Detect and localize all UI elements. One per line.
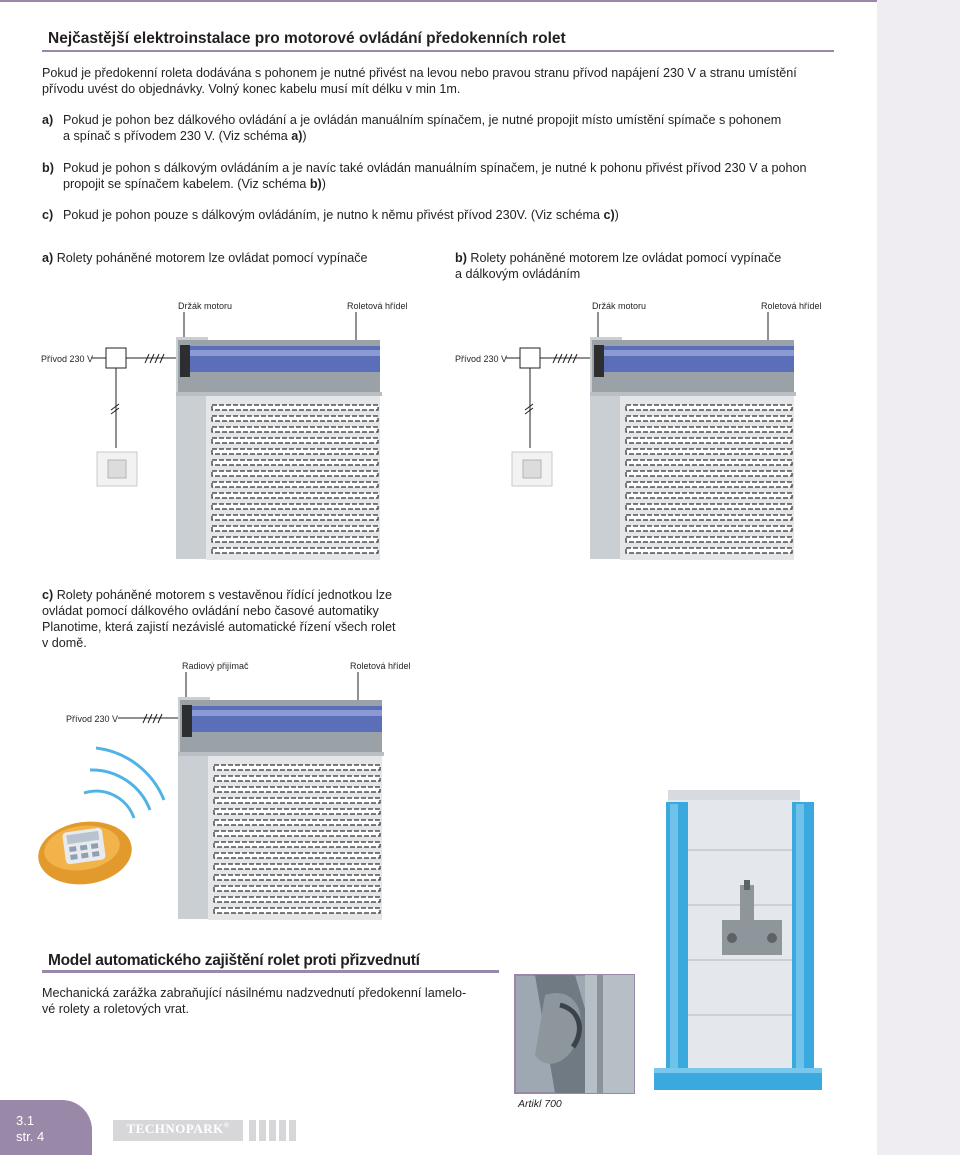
item-line-1: Pokud je pohon bez dálkového ovládání a je ovládán manuálním spínačem, je nutné propojit místo umístění spímače s pohonem (63, 113, 782, 127)
item-key: c) (42, 208, 54, 222)
shutter-slat (214, 831, 380, 836)
shutter-slat (214, 864, 380, 869)
label-roller-shaft: Roletová hřídel (761, 301, 822, 311)
logo-bar (289, 1120, 296, 1141)
item-tail: ) (321, 177, 326, 191)
item-ref: c) (603, 208, 615, 222)
shutter-slat (214, 798, 380, 803)
label-radio-receiver: Radiový přijímač (182, 661, 249, 671)
diagram-b-key: b) (455, 251, 467, 265)
item-key: a) (42, 113, 54, 127)
lock-closeup-photo (515, 975, 634, 1093)
diagram-c-line-3: Planotime, která zajistí nezávislé automatické řízení všech rolet (42, 620, 396, 634)
shutter-c (178, 672, 384, 920)
radio-waves-icon (84, 748, 164, 818)
model-line-1: Mechanická zarážka zabraňující násilnému nadzvednutí předokenní lamelo- (42, 986, 467, 1000)
shutter-slat (214, 875, 380, 880)
remote-control-icon (34, 816, 136, 890)
shutter-slat (214, 886, 380, 891)
page-number: str. 4 (16, 1129, 45, 1144)
item-tail: ) (302, 129, 307, 143)
logo-bar (269, 1120, 276, 1141)
item-line-1: Pokud je pohon s dálkovým ovládáním a je navíc také ovládán manuálním spínačem, je nutné k pohonu přivést přívod 230 V a pohon (63, 161, 807, 175)
shutter-slat (214, 897, 380, 902)
brand-name: TECHNOPARK (126, 1121, 224, 1136)
item-ref: a) (291, 129, 303, 143)
brand-logo (113, 1121, 243, 1137)
label-power-supply: Přívod 230 V (66, 714, 119, 724)
lock-mechanism-photo (640, 790, 830, 1095)
shutter-slat (214, 776, 380, 781)
shutter-slat (214, 842, 380, 847)
item-key: b) (42, 161, 54, 175)
item-line-2: a spínač s přívodem 230 V. (Viz schéma (63, 129, 292, 143)
diagram-c-line-1: Rolety poháněné motorem s vestavěnou řídící jednotkou lze (56, 588, 393, 602)
label-motor-holder: Držák motoru (592, 301, 647, 311)
power-wiring-c (118, 714, 178, 723)
label-motor-holder: Držák motoru (178, 301, 233, 311)
item-tail: ) (614, 208, 619, 222)
model-heading-rule (42, 970, 499, 973)
shutter-slat (214, 853, 380, 858)
shutter-slat (214, 765, 380, 770)
page-tab (0, 1100, 92, 1155)
label-roller-shaft: Roletová hřídel (350, 661, 411, 671)
model-heading: Model automatického zajištění rolet proti přizvednutí (48, 952, 420, 969)
shutter-slat (214, 908, 380, 913)
item-ref: b) (309, 177, 322, 191)
section-number: 3.1 (16, 1113, 35, 1128)
logo-bar (259, 1120, 266, 1141)
intro-line-2: přívodu uvést do objednávky. Volný konec kabelu musí mít délku v min 1m. (42, 82, 461, 96)
diagram-a-key: a) (42, 251, 54, 265)
diagram-b-title-line-2: a dálkovým ovládáním (455, 267, 581, 281)
diagram-c-line-4: v domě. (42, 636, 87, 650)
label-power-supply: Přívod 230 V (41, 354, 94, 364)
shutter-slat (214, 787, 380, 792)
model-description (42, 985, 497, 1017)
shutter-slat (214, 820, 380, 825)
brand-registered-mark: ® (223, 1121, 230, 1130)
logo-bar (279, 1120, 286, 1141)
diagram-c-key: c) (42, 588, 54, 602)
label-roller-shaft: Roletová hřídel (347, 301, 408, 311)
model-line-2: vé rolety a roletových vrat. (42, 1002, 189, 1016)
item-line-1: Pokud je pohon pouze s dálkovým ovládáním, je nutno k němu přivést přívod 230V. (Viz schéma (63, 208, 604, 222)
item-line-2: propojit se spínačem kabelem. (Viz schéma (63, 177, 310, 191)
intro-line-1: Pokud je předokenní roleta dodávána s pohonem je nutné přivést na levou nebo pravou stranu přívod napájení 230 V a stranu umístění (42, 66, 797, 80)
label-power-supply: Přívod 230 V (455, 354, 508, 364)
logo-bar (249, 1120, 256, 1141)
product-caption: Artikl 700 (518, 1098, 562, 1110)
shutter-slat (214, 809, 380, 814)
diagram-c-line-2: ovládat pomocí dálkového ovládání nebo časové automatiky (42, 604, 379, 618)
diagram-b-title-line-1: Rolety poháněné motorem lze ovládat pomocí vypínače (470, 251, 782, 265)
diagram-a-title-text: Rolety poháněné motorem lze ovládat pomocí vypínače (56, 251, 368, 265)
section-heading: Nejčastější elektroinstalace pro motorové ovládání předokenních rolet (48, 30, 566, 47)
